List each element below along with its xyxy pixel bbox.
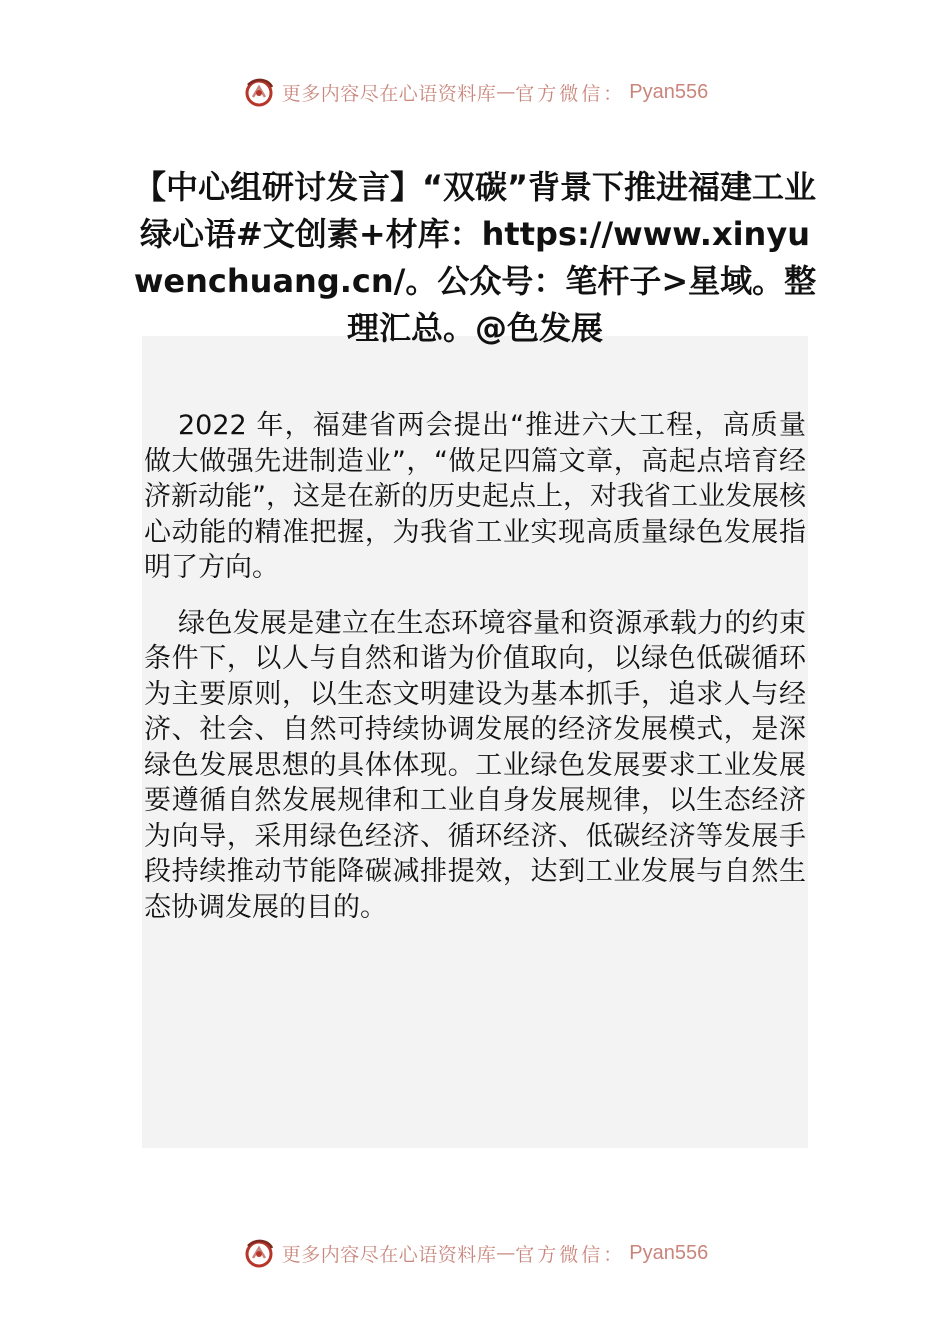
banner-wechat-id: Pyan556 [629, 80, 709, 103]
banner-dash: — [496, 1242, 516, 1264]
brand-logo-icon [242, 1236, 276, 1270]
document-title: 【中心组研讨发言】“双碳”背景下推进福建工业绿心语#文创素+材库：https://www.xinyuwenchuang.cn/。公众号：笔杆子>星域。整理汇总。@色发展 [133, 168, 817, 347]
banner-wechat-id: Pyan556 [629, 1241, 709, 1264]
paragraph-1: 2022 年，福建省两会提出“推进六大工程，高质量做大做强先进制造业”，“做足四篇文章，高起点培育经济新动能”，这是在新的历史起点上，对我省工业发展核心动能的精准把握，为我省工业实现高质量绿色发展指明了方向。 [144, 410, 806, 583]
document-body [144, 408, 806, 945]
paragraph-2: 绿色发展是建立在生态环境容量和资源承载力的约束条件下，以人与自然和谐为价值取向，以绿色低碳循环为主要原则，以生态文明建设为基本抓手，追求人与经济、社会、自然可持续协调发展的经济发展模式，是深绿色发展思想的具体体现。工业绿色发展要求工业发展要遵循自然发展规律和工业自身发展规律，以生态经济为向导，采用绿色经济、循环经济、低碳经济等发展手段持续推动节能降碳减排提效，达到工业发展与自然生态协调发展的目的。 [144, 607, 806, 923]
header-banner [0, 72, 950, 112]
brand-logo-icon [242, 75, 276, 109]
banner-main-text: 更多内容尽在心语资料库 [281, 82, 497, 105]
banner-dash: — [496, 81, 516, 103]
banner-wechat-label: 官方微信： [515, 1243, 626, 1266]
banner-wechat-label: 官方微信： [515, 82, 626, 105]
banner-main-text: 更多内容尽在心语资料库 [281, 1243, 497, 1266]
footer-banner [0, 1233, 950, 1273]
